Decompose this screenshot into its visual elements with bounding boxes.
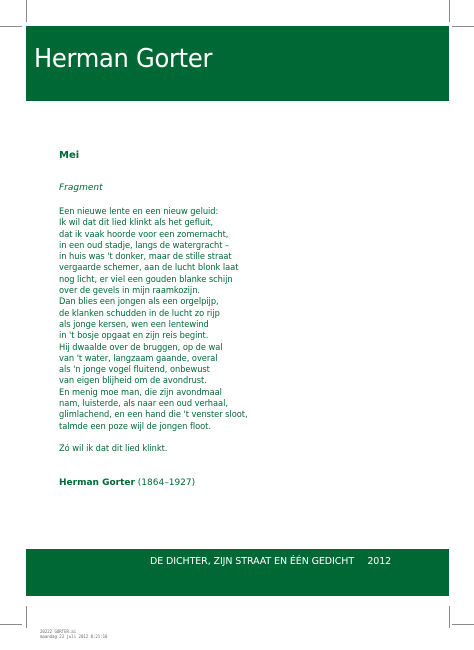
poem-line: in huis was 't donker, maar de stille straat [59,252,232,263]
poem-line: in een oud stadje, langs de watergracht – [59,240,230,251]
poem-line: En menig moe man, die zijn avondmaal [59,387,222,398]
poem-line: Zó wil ik dat dit lied klinkt. [59,443,168,454]
poem-line: als jonge kersen, wen een lentewind [59,319,209,330]
crop-mark-top-right [449,0,450,22]
poem-line: Een nieuwe lente en een nieuw geluid: [59,207,219,217]
author-years: (1864–1927) [137,478,196,489]
poem-title: Mei [59,150,80,161]
poem-line: in 't bosje opgaat en zijn reis begint. [59,331,209,342]
crop-mark-bottom-left [26,606,27,628]
poem-line: dat ik vaak hoorde voor een zomernacht, [59,229,229,240]
poem-line: van 't water, langzaam gaande, overal [59,353,218,364]
poem-line: van eigen blijheid om de avondrust. [59,376,207,387]
footer-series-title: DE DICHTER, ZIJN STRAAT EN ÉÉN GEDICHT [150,556,355,567]
poem-line: vergaarde schemer, aan de lucht blonk laat [59,263,239,274]
poem-content [59,150,319,489]
poem-line: over de gevels in mijn raamkozijn. [59,286,200,297]
author-name: Herman Gorter [59,478,135,489]
poem-subtitle: Fragment [59,183,103,193]
poem-line: Dan blies een jongen als een orgelpijp, [59,297,219,308]
crop-mark-left-top [0,26,22,27]
slug-filename: 20222 GORTER.ai [40,629,77,634]
footer-text [150,556,391,568]
poem-line: Hij dwaalde over de bruggen, op de wal [59,342,223,353]
poem-line: Ik wil dat dit lied klinkt als het gefluit, [59,218,214,229]
crop-mark-left-bottom [0,624,22,625]
page-title: Herman Gorter [34,44,213,74]
poem-line: talmde een poze wijl de jongen floot. [59,421,211,432]
crop-mark-right-top [452,26,474,27]
poem-attribution [59,478,319,489]
poem-line: nam, luisterde, als naar een oud verhaal, [59,399,228,410]
footer-year: 2012 [367,556,392,567]
poem-stanza-2 [59,444,319,455]
slug-timestamp: maandag 23 juli 2012 8:21:10 [40,634,108,639]
crop-mark-top-left [26,0,27,22]
print-slug [40,629,107,639]
poem-stanza-1 [59,207,319,433]
poem-line: glimlachend, en een hand die 't venster sloot, [59,410,248,421]
crop-mark-right-bottom [452,624,474,625]
poem-line: nog licht, er viel een gouden blanke schijn [59,274,233,285]
crop-mark-bottom-right [449,606,450,628]
poem-line: als 'n jonge vogel fluitend, onbewust [59,365,210,376]
poem-line: de klanken schudden in de lucht zo rijp [59,308,220,319]
